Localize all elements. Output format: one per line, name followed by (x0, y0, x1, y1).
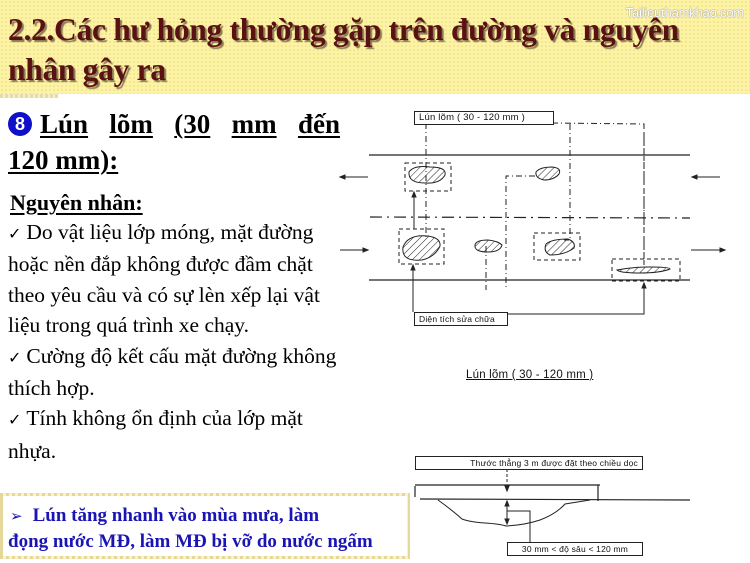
slide-title: 2.2.Các hư hỏng thường gặp trên đường và nguyên nhân gây ra (8, 12, 679, 87)
heading-word: (30 (174, 109, 211, 139)
note-text: ➢ Lún tăng nhanh vào mùa mưa, làm đọng nước MĐ, làm MĐ bị vỡ do nước ngấm (8, 505, 373, 552)
depth-label: 30 mm < độ sâu < 120 mm (507, 542, 643, 556)
heading-word: lõm (109, 109, 153, 139)
cause-item: ✓ Tính không ổn định của lớp mặt nhựa. (8, 406, 303, 463)
heading-line-2: 120 mm): (8, 145, 119, 175)
check-icon: ✓ (8, 347, 22, 367)
heading-word: mm (231, 109, 277, 139)
heading-word: Lún (40, 109, 89, 139)
cause-item: ✓ Do vật liệu lớp móng, mặt đường hoặc nền đắp không được đầm chặt theo yêu cầu và có sự lèn xếp lại vật liệu trong quá trình xe chạy. (8, 220, 320, 338)
cause-item: ✓ Cường độ kết cấu mặt đường không thích hợp. (8, 343, 337, 401)
heading-word: đến (297, 109, 340, 139)
check-icon: ✓ (8, 224, 22, 243)
ruler-label: Thước thẳng 3 m được đặt theo chiều dọc (415, 456, 643, 470)
check-icon: ✓ (8, 410, 22, 430)
watermark: Tailieuthamkhao.com (625, 5, 744, 20)
repair-area-label: Diện tích sửa chữa (414, 312, 508, 326)
section-caption: Lún lõm ( 30 - 120 mm ) (466, 369, 594, 381)
causes-label: Nguyên nhân: (10, 190, 143, 215)
number-badge-icon: 8 (8, 112, 32, 136)
plan-top-label: Lún lõm ( 30 - 120 mm ) (414, 111, 554, 125)
arrow-bullet-icon: ➢ (10, 507, 23, 525)
